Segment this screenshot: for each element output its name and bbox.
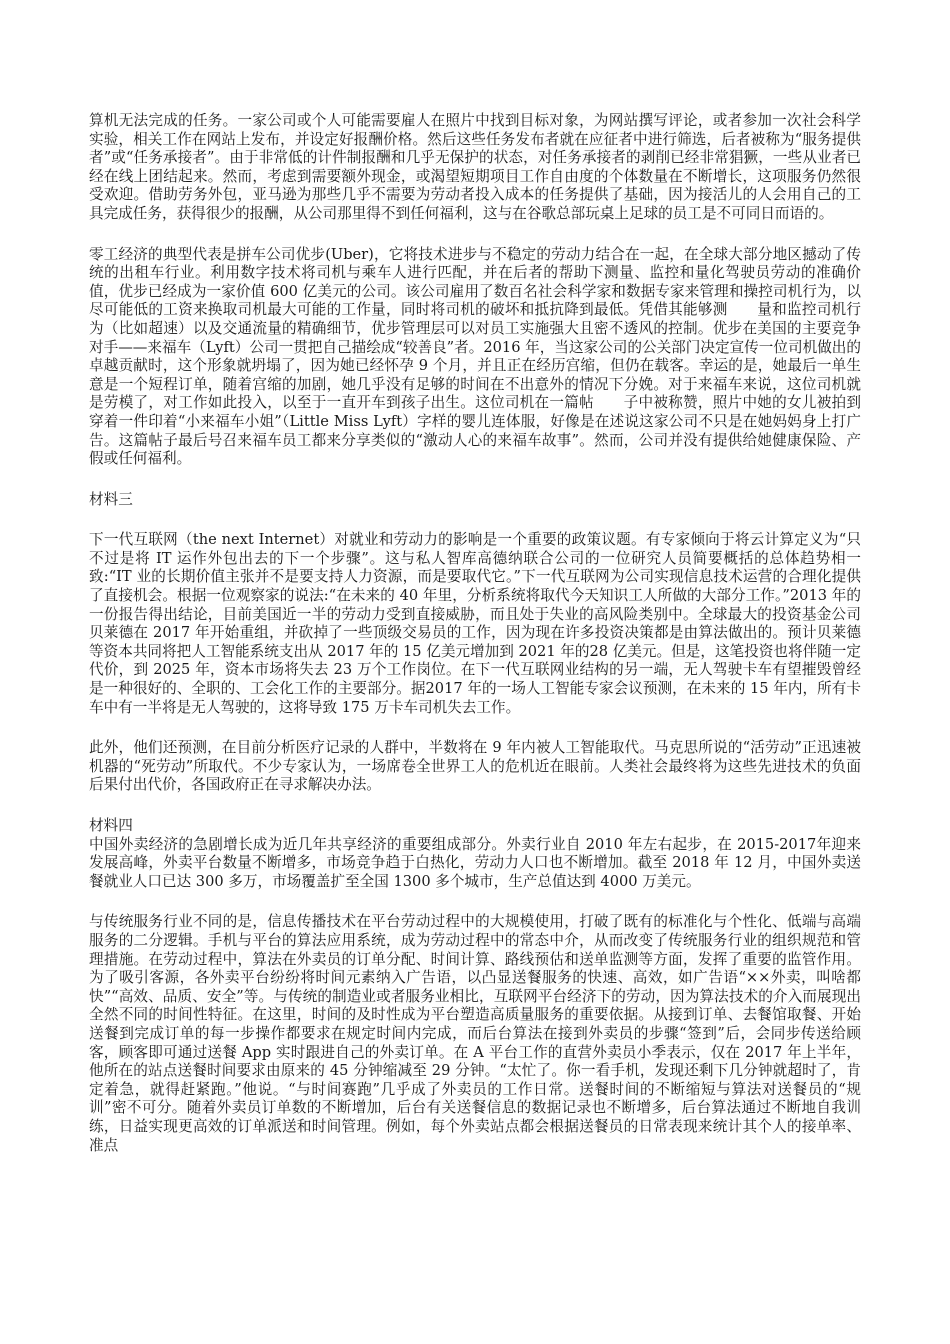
heading-material-four: 材料四	[89, 817, 133, 834]
heading-material-three: 材料三	[89, 490, 133, 508]
paragraph-food-delivery-growth: 中国外卖经济的急剧增长成为近几年共享经济的重要组成部分。外卖行业自 2010 年左右起步，在 2015-2017年迎来发展高峰，外卖平台数量不断增多，市场竞争趋于白热化，劳动力人口也不断增加。截至 2018 年 12 月，中国外卖送餐就业人口已达 300 多万，市场覆盖扩至全国 1300 多个城市，生产总值达到 4000 万美元。	[89, 835, 861, 890]
paragraph-gig-economy-uber: 零工经济的典型代表是拼车公司优步(Uber)，它将技术进步与不稳定的劳动力结合在一起，在全球大部分地区撼动了传统的出租车行业。利用数字技术将司机与乘车人进行匹配，并在后者的帮助下测量、监控和量化驾驶员劳动的准确价值，优步已经成为一家价值 600 亿美元的公司。该公司雇用了数百名社会科学家和数据专家来管理和操控司机行为，以尽可能低的工资来换取司机最大可能的工作量，同时将司机的破坏和抵抗降到最低。凭借其能够测 量和监控司机行为（比如超速）以及交通流量的精确细节，优步管理层可以对员工实施强大且密不透风的控制。优步在美国的主要竞争对手——来福车（Lyft）公司一贯把自己描绘成“较善良”者。2016 年，当这家公司的公关部门决定宣传一位司机做出的卓越贡献时，这个形象就坍塌了，因为她已经怀孕 9 个月，并且正在经历宫缩，但仍在载客。幸运的是，她最后一单生意是一个短程订单，随着宫缩的加剧，她几乎没有足够的时间在不出意外的情况下分娩。对于来福车来说，这位司机就是劳模了，对工作如此投入，以至于一直开车到孩子出生。这位司机在一篇帖 子中被称赞，照片中她的女儿被拍到穿着一件印着“小来福车小姐”（Little Miss Lyft）字样的婴儿连体服，好像是在述说这家公司不只是在她妈妈身上打广告。这篇帖子最后号召来福车员工都来分享类似的“激动人心的来福车故事”。然而，公司并没有提供给她健康保险、产假或任何福利。	[89, 245, 861, 468]
document-page	[89, 112, 861, 1155]
paragraph-algorithm-labor: 与传统服务行业不同的是，信息传播技术在平台劳动过程中的大规模使用，打破了既有的标准化与个性化、低端与高端服务的二分逻辑。手机与平台的算法应用系统，成为劳动过程中的常态中介，从而改变了传统服务行业的组织规范和管理措施。在劳动过程中，算法在外卖员的订单分配、时间计算、路线预估和送单监测等方面，发挥了重要的监管作用。为了吸引客源，各外卖平台纷纷将时间元素纳入广告语，以凸显送餐服务的快速、高效，如广告语“××外卖，叫啥都快”“高效、品质、安全”等。与传统的制造业或者服务业相比，互联网平台经济下的劳动，因为算法技术的介入而展现出全然不同的时间性特征。在这里，时间的及时性成为平台塑造高质量服务的重要依据。从接到订单、去餐馆取餐、开始送餐到完成订单的每一步操作都要求在规定时间内完成，而后台算法在接到外卖员的步骤“签到”后，会同步传送给顾客，顾客即可通过送餐 App 实时跟进自己的外卖订单。在 A 平台工作的直营外卖员小季表示，仅在 2017 年上半年，他所在的站点送餐时间要求由原来的 45 分钟缩减至 29 分钟。“太忙了。你一看手机，发现还剩下几分钟就超时了，肯定着急，就得赶紧跑。”他说。“与时间赛跑”几乎成了外卖员的工作日常。送餐时间的不断缩短与算法对送餐员的“规训”密不可分。随着外卖员订单数的不断增加，后台有关送餐信息的数据记录也不断增多，后台算法通过不断地自我训练，日益实现更高效的订单派送和时间管理。例如，每个外卖站点都会根据送餐员的日常表现来统计其个人的接单率、准点	[89, 913, 861, 1154]
paragraph-next-internet: 下一代互联网（the next Internet）对就业和劳动力的影响是一个重要的政策议题。有专家倾向于将云计算定义为“只不过是将 IT 运作外包出去的下一个步骤”。这与私人智库高德纳联合公司的一位研究人员简要概括的总体趋势相一致:“IT 业的长期价值主张并不是要支持人力资源，而是要取代它。”下一代互联网为公司实现信息技术运营的合理化提供了直接机会。根据一位观察家的说法:“在未来的 40 年里，分析系统将取代今天知识工人所做的大部分工作。”2013 年的一份报告得出结论，目前美国近一半的劳动力受到直接威胁，而且处于失业的高风险类别中。全球最大的投资基金公司贝莱德在 2017 年开始重组，并砍掉了一些顶级交易员的工作，因为现在许多投资决策都是由算法做出的。预计贝莱德等资本共同将把人工智能系统支出从 2017 年的 15 亿美元增加到 2021 年的28 亿美元。但是，这笔投资也将伴随一定代价，到 2025 年，资本市场将失去 23 万个工作岗位。在下一代互联网业结构的另一端，无人驾驶卡车有望摧毁曾经是一种很好的、全职的、工会化工作的主要部分。据2017 年的一场人工智能专家会议预测，在未来的 15 年内，所有卡车中有一半将是无人驾驶的，这将导致 175 万卡车司机失去工作。	[89, 531, 861, 716]
paragraph-medical-records: 此外，他们还预测，在目前分析医疗记录的人群中，半数将在 9 年内被人工智能取代。马克思所说的“活劳动”正迅速被机器的“死劳动”所取代。不少专家认为，一场席卷全世界工人的危机近在眼前。人类社会最终将为这些先进技术的负面后果付出代价，各国政府正在寻求解决办法。	[89, 739, 861, 794]
paragraph-crowdsourcing: 算机无法完成的任务。一家公司或个人可能需要雇人在照片中找到目标对象，为网站撰写评论，或者参加一次社会科学实验，相关工作在网站上发布，并设定好报酬价格。然后这些任务发布者就在应征者中进行筛选，后者被称为“服务提供者”或“任务承接者”。由于非常低的计件制报酬和几乎无保护的状态，对任务承接者的剥削已经非常猖獗，一些从业者已经在线上团结起来。然而，考虑到需要额外现金，或渴望短期项目工作自由度的个体数量在不断增长，这项服务仍然很受欢迎。借助劳务外包，亚马逊为那些几乎不需要为劳动者投入成本的任务提供了基础，因为接活儿的人会用自己的工具完成任务，获得很少的报酬，从公司那里得不到任何福利，这与在谷歌总部玩桌上足球的员工是不可同日而语的。	[89, 112, 861, 222]
